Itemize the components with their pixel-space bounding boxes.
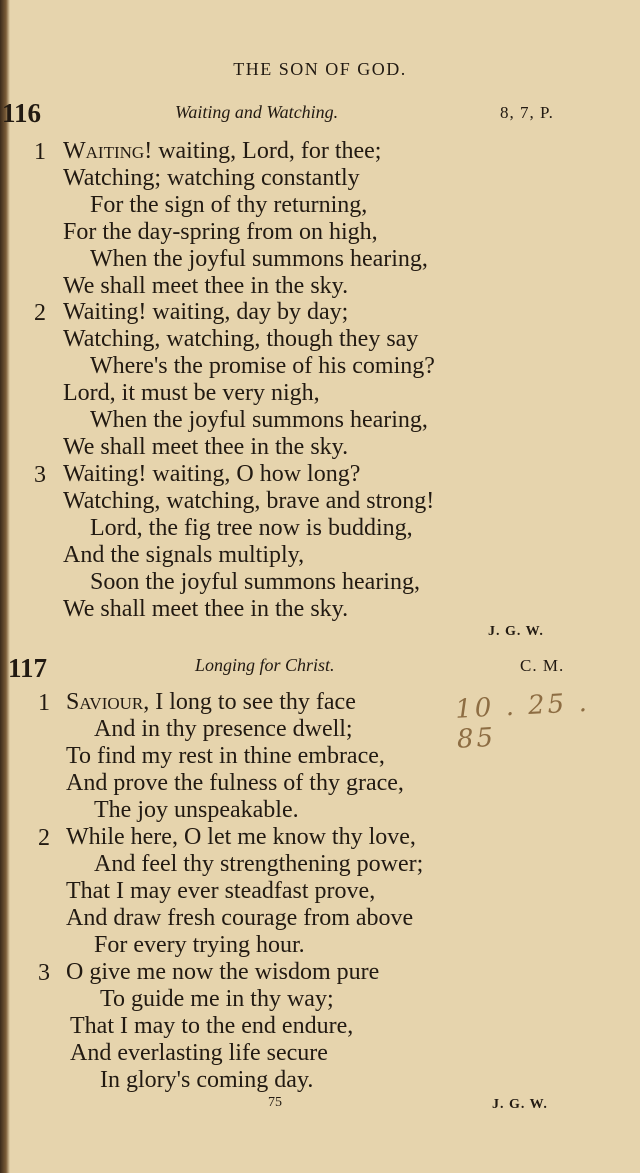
verse-line: For every trying hour. [94, 932, 305, 958]
hymn-number: 116 [2, 98, 42, 128]
verse-line: Watching, watching, though they say [63, 326, 419, 352]
stanza-number: 2 [34, 300, 46, 326]
stanza-number: 2 [38, 825, 50, 851]
stanza-number: 1 [38, 690, 50, 716]
page-binding-edge [0, 0, 10, 1173]
verse-line: Watching, watching, brave and strong! [63, 488, 435, 514]
verse-line: That I may ever steadfast prove, [66, 878, 376, 904]
verse-line: When the joyful summons hearing, [90, 246, 428, 272]
verse-line: Watching; watching constantly [63, 165, 360, 191]
verse-line: And draw fresh courage from above [66, 905, 414, 931]
hymn-meter: C. M. [520, 656, 565, 675]
verse-line: Saviour, I long to see thy face [66, 689, 356, 715]
verse-line: Where's the promise of his coming? [90, 353, 435, 379]
verse-line: The joy unspeakable. [94, 797, 299, 823]
hymn-meter: 8, 7, P. [500, 103, 554, 122]
verse-line: While here, O let me know thy love, [66, 824, 416, 850]
verse-line: Waiting! waiting, day by day; [63, 299, 349, 325]
stanza-number: 3 [38, 960, 50, 986]
running-head: THE SON OF GOD. [233, 59, 407, 79]
verse-line: To guide me in thy way; [100, 986, 334, 1012]
stanza-number: 3 [34, 462, 46, 488]
stanza-number: 1 [34, 139, 46, 165]
verse-line: And everlasting life secure [70, 1040, 328, 1066]
pencil-annotation: 10 . 25 . 85 [454, 687, 591, 755]
verse-line: Lord, it must be very nigh, [63, 380, 320, 406]
verse-line: For the sign of thy returning, [90, 192, 368, 218]
verse-line: Soon the joyful summons hearing, [90, 569, 420, 595]
verse-line: To find my rest in thine embrace, [66, 743, 385, 769]
verse-lead-word: Waiting [63, 138, 145, 164]
verse-line: We shall meet thee in the sky. [63, 434, 349, 460]
verse-line: Lord, the fig tree now is budding, [90, 515, 413, 541]
verse-line: And the signals multiply, [63, 542, 305, 568]
page-number: 75 [268, 1095, 282, 1110]
verse-line: For the day-spring from on high, [63, 219, 378, 245]
verse-line: We shall meet thee in the sky. [63, 596, 349, 622]
hymn-number: 117 [8, 653, 48, 683]
hymn-author: J. G. W. [488, 624, 544, 639]
verse-line: And in thy presence dwell; [94, 716, 353, 742]
verse-line: And feel thy strengthening power; [94, 851, 424, 877]
verse-line: That I may to the end endure, [70, 1013, 354, 1039]
verse-lead-word: Saviour [66, 689, 144, 715]
verse-line: In glory's coming day. [100, 1067, 314, 1093]
hymn-title: Longing for Christ. [195, 655, 335, 675]
verse-line: O give me now the wisdom pure [66, 959, 380, 985]
verse-line: Waiting! waiting, O how long? [63, 461, 361, 487]
verse-line: We shall meet thee in the sky. [63, 273, 349, 299]
hymn-title: Waiting and Watching. [175, 102, 339, 122]
verse-line: When the joyful summons hearing, [90, 407, 428, 433]
hymn-author: J. G. W. [492, 1097, 548, 1112]
verse-line: And prove the fulness of thy grace, [66, 770, 404, 796]
verse-line: Waiting! waiting, Lord, for thee; [63, 138, 382, 164]
